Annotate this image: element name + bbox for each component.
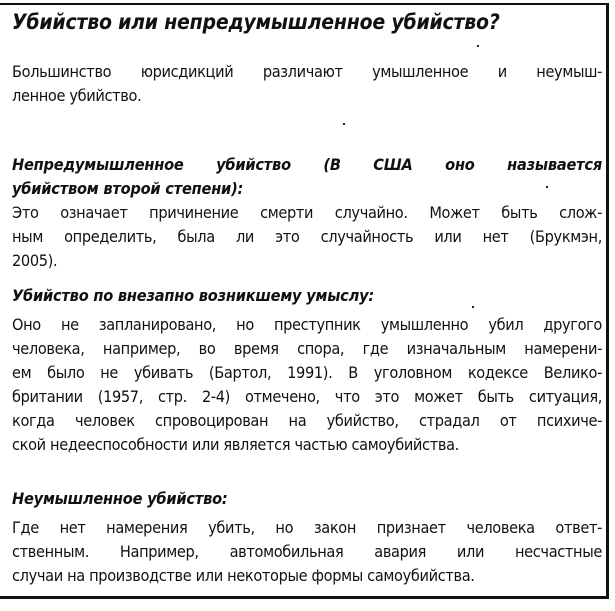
- heading-line: убийством второй степени):: [12, 179, 244, 198]
- intro-line: ленное убийство.: [12, 86, 142, 105]
- heading-line: Непредумышленное убийство (В США оно называется: [12, 155, 602, 174]
- section-body-manslaughter: [12, 516, 602, 588]
- intro-line: Большинство юрисдикций различают умышленное и неумыш-: [12, 62, 602, 81]
- body-line: Это означает причинение смерти случайно. Может быть слож-: [12, 203, 602, 222]
- body-line: ской недееспособности или является частью самоубийства.: [12, 435, 459, 454]
- scan-speck: [472, 306, 474, 308]
- body-line: Где нет намерения убить, но закон признает человека ответ-: [12, 518, 602, 537]
- section-body-involuntary: [12, 201, 602, 273]
- body-line: случаи на производстве или некоторые формы самоубийства.: [12, 566, 475, 585]
- body-line: ственным. Например, автомобильная авария или несчастные: [12, 542, 602, 561]
- box-title: Убийство или непредумышленное убийство?: [12, 10, 500, 34]
- body-line: 2005).: [12, 251, 58, 270]
- section-body-sudden-intent: [12, 313, 602, 457]
- body-line: Оно не запланировано, но преступник умышленно убил другого: [12, 315, 602, 334]
- section-heading-involuntary: [12, 153, 602, 201]
- body-line: когда человек спровоцирован на убийство, страдал от психиче-: [12, 411, 602, 430]
- scan-speck: [546, 186, 548, 188]
- heading-line: Неумышленное убийство:: [12, 489, 228, 508]
- scan-speck: [343, 123, 345, 125]
- body-line: человека, например, во время спора, где изначальным намерени-: [12, 339, 602, 358]
- body-line: ным определить, была ли это случайность или нет (Брукмэн,: [12, 227, 602, 246]
- section-heading-manslaughter: [12, 487, 602, 511]
- scan-speck: [477, 45, 479, 47]
- section-heading-sudden-intent: [12, 284, 602, 308]
- intro-paragraph: [12, 60, 602, 108]
- heading-line: Убийство по внезапно возникшему умыслу:: [12, 286, 374, 305]
- body-line: ем было не убивать (Бартол, 1991). В уголовном кодексе Велико-: [12, 363, 602, 382]
- body-line: британии (1957, стр. 2-4) отмечено, что это может быть ситуация,: [12, 387, 602, 406]
